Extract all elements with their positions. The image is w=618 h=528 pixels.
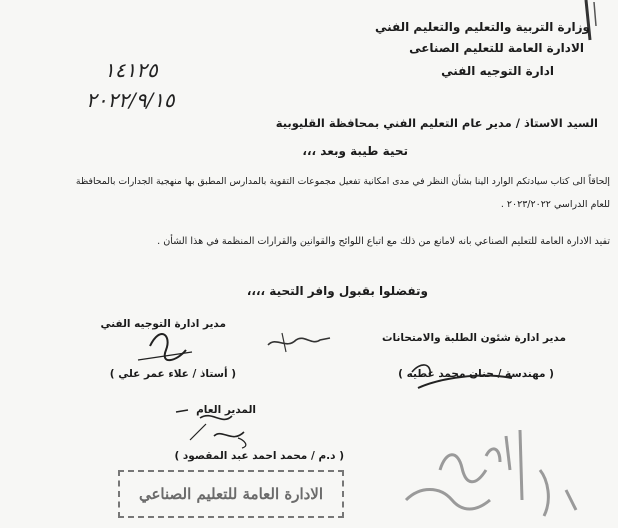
body-paragraph-line-3: تفيد الادارة العامة للتعليم الصناعي بانه لامانع من ذلك مع اتباع اللوائح والقوانين والقرارات المنظمة في هذا الشأن . xyxy=(157,236,610,247)
body-paragraph-line-1: إلحاقاً الى كتاب سيادتكم الوارد الينا بشأن النظر في مدى امكانية تفعيل مجموعات التقوية بالمدارس المطبق بها منهجية الجدارات بالمحافظة xyxy=(75,176,610,187)
ministry-name: وزارة التربية والتعليم والتعليم الفني xyxy=(374,20,590,34)
addressee-line: السيد الاستاذ / مدير عام التعليم الفني بمحافظة القليوبية xyxy=(275,116,598,130)
official-stamp xyxy=(118,470,344,518)
greeting-line: تحية طيبة وبعد ،،، xyxy=(302,144,408,158)
closing-line: وتفضلوا بقبول وافر التحية ،،،، xyxy=(246,284,428,298)
body-paragraph-line-2: للعام الدراسي ٢٠٢٣/٢٠٢٢ . xyxy=(500,199,610,210)
general-director-title: المدير العام xyxy=(196,404,256,416)
department-name: ادارة التوجيه الفني xyxy=(441,64,554,78)
technical-guidance-director-title: مدير ادارة التوجيه الفني xyxy=(100,318,226,330)
reference-date: ٢٠٢٢/٩/١٥ xyxy=(86,88,175,112)
student-affairs-director-title: مدير ادارة شئون الطلبة والامتحانات xyxy=(381,332,566,344)
technical-guidance-director-name: ( أستاذ / علاء عمر علي ) xyxy=(109,368,236,380)
reference-number: ١٤١٢٥ xyxy=(104,58,158,82)
general-director-name: ( د.م / محمد احمد عبد المقصود ) xyxy=(174,450,344,462)
student-affairs-director-name: ( مهندسة / حنان محمد عطيه ) xyxy=(398,368,554,380)
official-stamp-text: الادارة العامة للتعليم الصناعي xyxy=(138,485,324,503)
general-administration-name: الادارة العامة للتعليم الصناعى xyxy=(409,41,584,55)
